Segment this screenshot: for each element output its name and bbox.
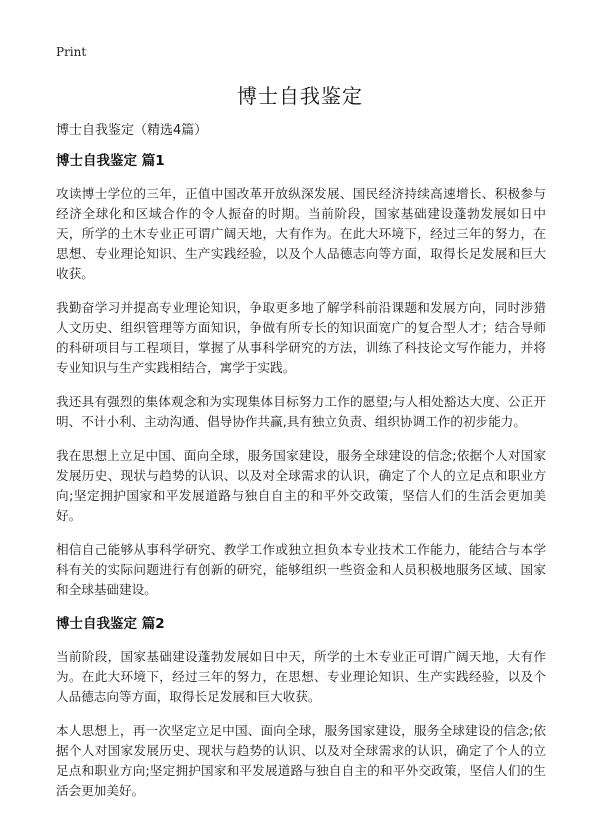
section-1 — [56, 151, 546, 600]
section-heading: 博士自我鉴定 篇2 — [56, 616, 165, 632]
paragraph: 攻读博士学位的三年，正值中国改革开放纵深发展、国民经济持续高速增长、积极参与经济全球化和区域合作的令人振奋的时期。当前阶段，国家基础建设蓬勃发展如日中天，所学的土木专业正可谓广阔天地，大有作为。在此大环境下，经过三年的努力，在思想、专业理论知识、生产实践经验，以及个人品德志向等方面，取得长足发展和巨大收获。 — [56, 186, 546, 281]
print-link[interactable]: Print — [56, 45, 87, 59]
paragraph: 本人思想上，再一次坚定立足中国、面向全球，服务国家建设，服务全球建设的信念;依据个人对国家发展历史、现状与趋势的认识、以及对全球需求的认识，确定了个人的立足点和职业方向;坚定拥护国家和平发展道路与独自自主的和平外交政策，坚信人们的生活会更加美好。 — [56, 723, 546, 798]
paragraph: 当前阶段，国家基础建设蓬勃发展如日中天，所学的土木专业正可谓广阔天地，大有作为。在此大环境下，经过三年的努力，在思想、专业理论知识、生产实践经验，以及个人品德志向等方面，取得长足发展和巨大收获。 — [56, 649, 546, 704]
document-subtitle: 博士自我鉴定（精选4篇） — [56, 123, 208, 138]
paragraph: 我还具有强烈的集体观念和为实现集体目标努力工作的愿望;与人相处豁达大度、公正开明、不计小利、主动沟通、倡导协作共赢,具有独立负责、组织协调工作的初步能力。 — [56, 394, 546, 429]
section-2 — [56, 614, 546, 801]
page-title: 博士自我鉴定 — [237, 84, 363, 108]
paragraph: 相信自己能够从事科学研究、教学工作或独立担负本专业技术工作能力，能结合与本学科有关的实际问题进行有创新的研究，能够组织一些资金和人员积极地服务区域、国家和全球基础建设。 — [56, 542, 546, 597]
section-heading: 博士自我鉴定 篇1 — [56, 153, 165, 169]
document-content — [56, 151, 546, 815]
paragraph: 我在思想上立足中国、面向全球，服务国家建设，服务全球建设的信念;依据个人对国家发展历史、现状与趋势的认识、以及对全球需求的认识，确定了个人的立足点和职业方向;坚定拥护国家和平发展道路与独自自主的和平外交政策，坚信人们的生活会更加美好。 — [56, 448, 546, 523]
paragraph: 我勤奋学习并提高专业理论知识，争取更多地了解学科前沿课题和发展方向，同时涉猎人文历史、组织管理等方面知识，争做有所专长的知识面宽广的复合型人才；结合导师的科研项目与工程项目，掌握了从事科学研究的方法，训练了科技论文写作能力，并将专业知识与生产实践相结合，寓学于实践。 — [56, 300, 546, 375]
